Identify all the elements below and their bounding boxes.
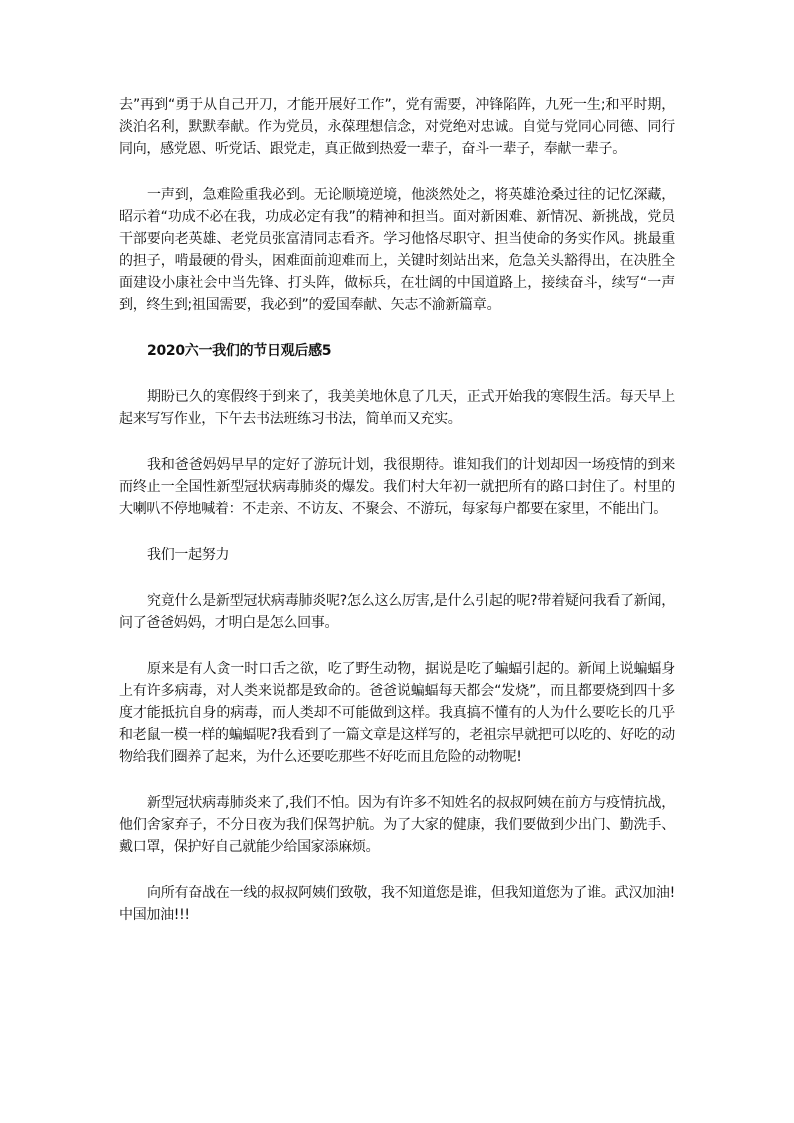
paragraph: 向所有奋战在一线的叔叔阿姨们致敬，我不知道您是谁，但我知道您为了谁。武汉加油!中国加油!!! [119,885,675,923]
paragraph: 我和爸爸妈妈早早的定好了游玩计划，我很期待。谁知我们的计划却因一场疫情的到来而终止一全国性新型冠状病毒肺炎的爆发。我们村大年初一就把所有的路口封住了。村里的大喇叭不停地喊着：不走亲、不访友、不聚会、不游玩，每家每户都要在家里，不能出门。 [119,457,675,517]
paragraph: 原来是有人贪一时口舌之欲，吃了野生动物，据说是吃了蝙蝠引起的。新闻上说蝙蝠身上有许多病毒，对人类来说都是致命的。爸爸说蝙蝠每天都会“发烧”，而且都要烧到四十多度才能抵抗自身的病毒，而人类却不可能做到这样。我真搞不懂有的人为什么要吃长的几乎和老鼠一模一样的蝙蝠呢?我看到了一篇文章是这样写的，老祖宗早就把可以吃的、好吃的动物给我们圈养了起来，为什么还要吃那些不好吃而且危险的动物呢! [119,661,675,765]
paragraph: 新型冠状病毒肺炎来了,我们不怕。因为有许多不知姓名的叔叔阿姨在前方与疫情抗战，他们舍家弃子，不分日夜为我们保驾护航。为了大家的健康，我们要做到少出门、勤洗手、戴口罩，保护好自己就能少给国家添麻烦。 [119,795,675,855]
document-body [119,94,675,950]
subheading-paragraph: 我们一起努力 [147,547,230,563]
paragraph: 一声到，急难险重我必到。无论顺境逆境，他淡然处之，将英雄沧桑过往的记忆深藏，昭示着“功成不必在我，功成必定有我”的精神和担当。面对新困难、新情况、新挑战，党员干部要向老英雄、老党员张富清同志看齐。学习他恪尽职守、担当使命的务实作风。挑最重的担子，啃最硬的骨头，困难面前迎难而上，关键时刻站出来，危急关头豁得出，在决胜全面建设小康社会中当先锋、打头阵，做标兵，在壮阔的中国道路上，接续奋斗，续写“一声到，终生到;祖国需要，我必到”的爱国奉献、矢志不渝新篇章。 [119,187,675,313]
paragraph: 究竟什么是新型冠状病毒肺炎呢?怎么这么厉害,是什么引起的呢?带着疑问我看了新闻，问了爸爸妈妈，才明白是怎么回事。 [119,593,675,631]
section-heading: 2020六一我们的节日观后感5 [147,343,332,359]
paragraph: 期盼已久的寒假终于到来了，我美美地休息了几天，正式开始我的寒假生活。每天早上起来写写作业，下午去书法班练习书法，简单而又充实。 [119,389,675,427]
paragraph: 去”再到“勇于从自己开刀，才能开展好工作”，党有需要，冲锋陷阵，九死一生;和平时期，淡泊名利，默默奉献。作为党员，永葆理想信念，对党绝对忠诚。自觉与党同心同德、同行同向，感党恩、听党话、跟党走，真正做到热爱一辈子，奋斗一辈子，奉献一辈子。 [119,97,675,157]
